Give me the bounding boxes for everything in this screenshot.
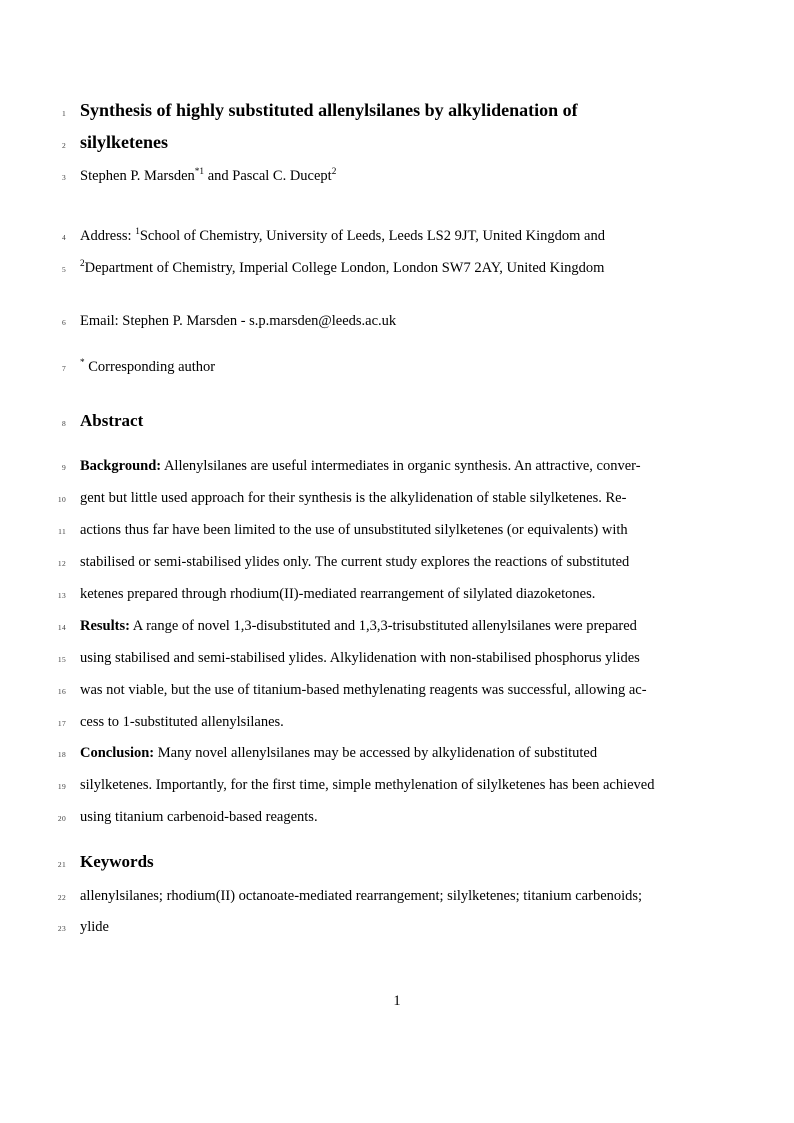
title-line-2 bbox=[0, 129, 794, 155]
author-1-affiliation-mark: *1 bbox=[194, 167, 205, 178]
line-number: 20 bbox=[57, 814, 66, 823]
keywords-line bbox=[0, 886, 794, 907]
authors-connector: and bbox=[204, 168, 233, 184]
line-number: 13 bbox=[57, 591, 66, 600]
abstract-line bbox=[0, 712, 794, 733]
authors-text bbox=[80, 166, 336, 187]
line-number: 23 bbox=[57, 924, 66, 933]
abstract-text-run: gent but little used approach for their synthesis is the alkylidenation of stable silylketenes. Re- bbox=[80, 490, 627, 506]
line-number: 4 bbox=[61, 233, 66, 242]
authors-line bbox=[0, 166, 794, 187]
abstract-text bbox=[80, 456, 641, 477]
line-number: 10 bbox=[57, 495, 66, 504]
corresponding-author-mark: * bbox=[80, 358, 85, 369]
affiliation-1-text: School of Chemistry, University of Leeds, Leeds LS2 9JT, United Kingdom and bbox=[139, 228, 605, 244]
keywords-text-run: ylide bbox=[80, 919, 109, 935]
keywords-line bbox=[0, 917, 794, 938]
abstract-line bbox=[0, 616, 794, 637]
line-number: 16 bbox=[57, 687, 66, 696]
keywords-text-run: allenylsilanes; rhodium(II) octanoate-mediated rearrangement; silylketenes; titanium carbenoids; bbox=[80, 888, 643, 904]
keywords-heading bbox=[0, 850, 794, 874]
abstract-text-run: stabilised or semi-stabilised ylides only. The current study explores the reactions of substituted bbox=[80, 554, 630, 570]
abstract-line bbox=[0, 552, 794, 573]
abstract-text bbox=[80, 616, 637, 637]
abstract-text-run: A range of novel 1,3-disubstituted and 1,3,3-trisubstituted allenylsilanes were prepared bbox=[129, 618, 637, 634]
abstract-line bbox=[0, 648, 794, 669]
page-number: 1 bbox=[393, 993, 401, 1009]
line-number: 7 bbox=[61, 364, 66, 373]
abstract-line bbox=[0, 807, 794, 828]
corresponding-author-label: Corresponding author bbox=[84, 359, 216, 375]
abstract-text-run: was not viable, but the use of titanium-based methylenating reagents was successful, allowing ac- bbox=[80, 682, 647, 698]
abstract-text-run: cess to 1-substituted allenylsilanes. bbox=[80, 714, 284, 730]
author-2-name: Pascal C. Ducept bbox=[232, 168, 332, 184]
line-number: 2 bbox=[61, 141, 66, 150]
abstract-line bbox=[0, 488, 794, 509]
abstract-heading-text: Abstract bbox=[80, 411, 144, 430]
abstract-heading bbox=[0, 409, 794, 433]
email-text: Email: Stephen P. Marsden - s.p.marsden@leeds.ac.uk bbox=[80, 313, 397, 329]
author-1-name: Stephen P. Marsden bbox=[80, 168, 195, 184]
line-number: 12 bbox=[57, 559, 66, 568]
corresponding-author-text bbox=[80, 357, 215, 378]
line-number: 3 bbox=[61, 173, 66, 182]
line-number: 6 bbox=[61, 318, 66, 327]
line-number: 17 bbox=[57, 719, 66, 728]
line-number: 9 bbox=[61, 463, 66, 472]
abstract-text-run: ketenes prepared through rhodium(II)-mediated rearrangement of silylated diazoketones. bbox=[80, 586, 596, 602]
author-2-affiliation-mark: 2 bbox=[331, 167, 337, 178]
line-number: 18 bbox=[57, 750, 66, 759]
paper-title-text-1: Synthesis of highly substituted allenylsilanes by alkylidenation of bbox=[80, 100, 578, 120]
line-number: 19 bbox=[57, 782, 66, 791]
abstract-line bbox=[0, 775, 794, 796]
email-line bbox=[0, 311, 794, 332]
address-text-1 bbox=[80, 226, 605, 247]
background-label: Background: bbox=[80, 458, 162, 474]
address-line-2 bbox=[0, 258, 794, 279]
abstract-text-run: Allenylsilanes are useful intermediates in organic synthesis. An attractive, conver- bbox=[161, 458, 641, 474]
line-number: 5 bbox=[61, 265, 66, 274]
address-line-1 bbox=[0, 226, 794, 247]
affiliation-2-mark: 2 bbox=[80, 259, 85, 270]
abstract-line bbox=[0, 743, 794, 764]
paper-title-text-2: silylketenes bbox=[80, 132, 168, 152]
conclusion-label: Conclusion: bbox=[80, 745, 155, 761]
line-number: 22 bbox=[57, 893, 66, 902]
keywords-heading-text: Keywords bbox=[80, 852, 154, 871]
title-line-1 bbox=[0, 97, 794, 123]
abstract-line bbox=[0, 680, 794, 701]
corresponding-author-line bbox=[0, 357, 794, 378]
affiliation-2-text: Department of Chemistry, Imperial College London, London SW7 2AY, United Kingdom bbox=[84, 260, 605, 276]
abstract-line bbox=[0, 520, 794, 541]
abstract-text-run: using stabilised and semi-stabilised ylides. Alkylidenation with non-stabilised phosphorus ylides bbox=[80, 650, 640, 666]
affiliation-1-mark: 1 bbox=[135, 227, 140, 238]
abstract-line bbox=[0, 584, 794, 605]
abstract-text-run: Many novel allenylsilanes may be accessed by alkylidenation of substituted bbox=[154, 745, 598, 761]
line-number: 1 bbox=[61, 109, 66, 118]
abstract-line bbox=[0, 456, 794, 477]
results-label: Results: bbox=[80, 618, 130, 634]
line-number: 8 bbox=[61, 419, 66, 428]
address-label: Address: bbox=[80, 228, 136, 244]
line-number: 21 bbox=[57, 860, 66, 869]
line-number: 14 bbox=[57, 623, 66, 632]
line-number: 15 bbox=[57, 655, 66, 664]
address-text-2 bbox=[80, 258, 604, 279]
abstract-text-run: actions thus far have been limited to the use of unsubstituted silylketenes (or equivalents) with bbox=[80, 522, 628, 538]
line-number: 11 bbox=[58, 527, 66, 536]
abstract-text-run: using titanium carbenoid-based reagents. bbox=[80, 809, 318, 825]
abstract-text bbox=[80, 743, 597, 764]
abstract-text-run: silylketenes. Importantly, for the first time, simple methylenation of silylketenes has been achieved bbox=[80, 777, 655, 793]
